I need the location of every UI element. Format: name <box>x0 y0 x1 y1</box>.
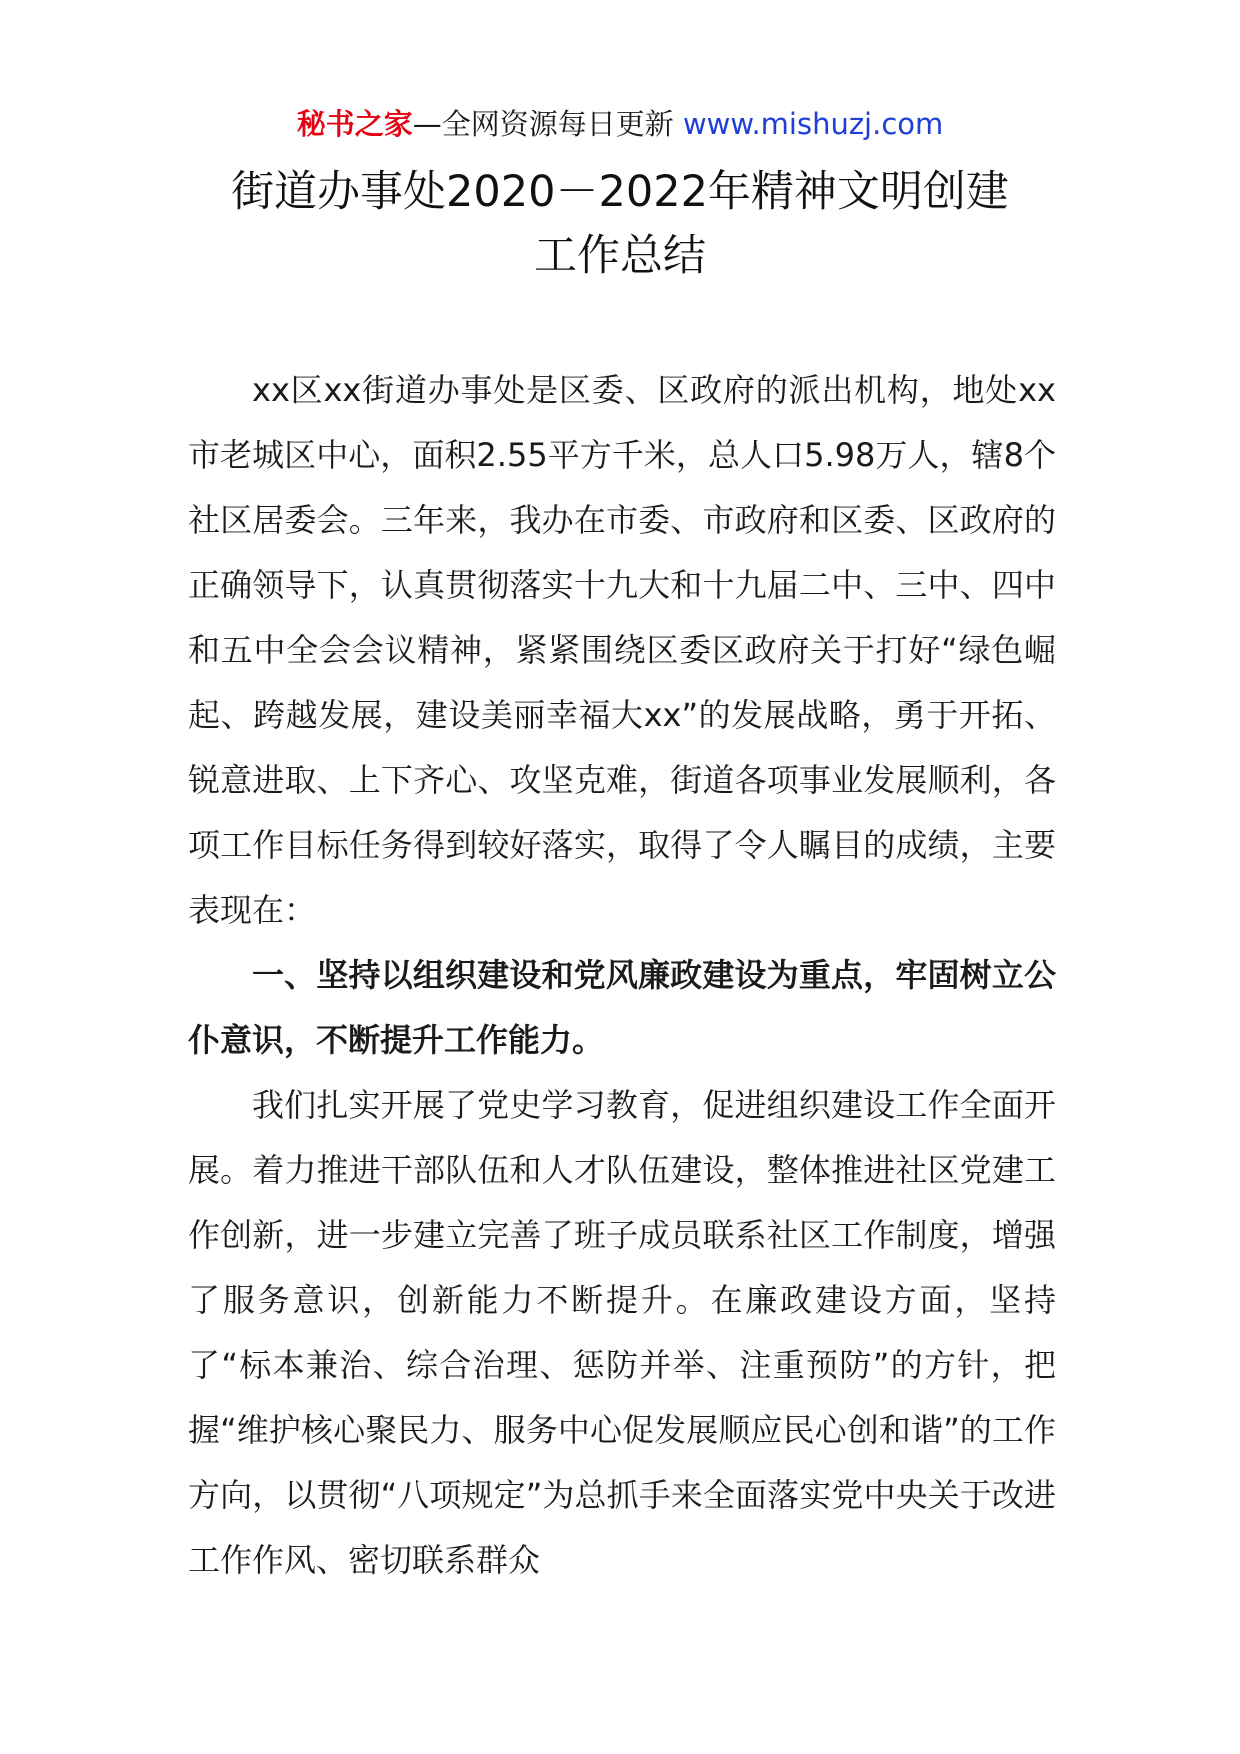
header-tagline: —全网资源每日更新 <box>412 107 674 141</box>
document-title <box>0 160 1240 288</box>
site-url-link[interactable]: www.mishuzj.com <box>682 107 944 141</box>
title-line-1: 街道办事处2020－2022年精神文明创建 <box>231 167 1009 217</box>
site-header <box>0 104 1240 144</box>
intro-paragraph: xx区xx街道办事处是区委、区政府的派出机构，地处xx市老城区中心，面积2.55平方千米，总人口5.98万人，辖8个社区居委会。三年来，我办在市委、市政府和区委、区政府的正确领导下，认真贯彻落实十九大和十九届二中、三中、四中和五中全会会议精神，紧紧围绕区委区政府关于打好“绿色崛起、跨越发展，建设美丽幸福大xx”的发展战略，勇于开拓、锐意进取、上下齐心、攻坚克难，街道各项事业发展顺利，各项工作目标任务得到较好落实，取得了令人瞩目的成绩，主要表现在： <box>188 371 1056 929</box>
document-body <box>188 358 1056 1593</box>
section-paragraph-1: 我们扎实开展了党史学习教育，促进组织建设工作全面开展。着力推进干部队伍和人才队伍建设，整体推进社区党建工作创新，进一步建立完善了班子成员联系社区工作制度，增强了服务意识，创新能力不断提升。在廉政建设方面，坚持了“标本兼治、综合治理、惩防并举、注重预防”的方针，把握“维护核心聚民力、服务中心促发展顺应民心创和谐”的工作方向，以贯彻“八项规定”为总抓手来全面落实党中央关于改进工作作风、密切联系群众 <box>188 1086 1056 1579</box>
section-heading-1: 一、坚持以组织建设和党风廉政建设为重点，牢固树立公仆意识，不断提升工作能力。 <box>188 956 1056 1059</box>
title-line-2: 工作总结 <box>534 231 706 281</box>
brand-name: 秘书之家 <box>296 107 413 141</box>
